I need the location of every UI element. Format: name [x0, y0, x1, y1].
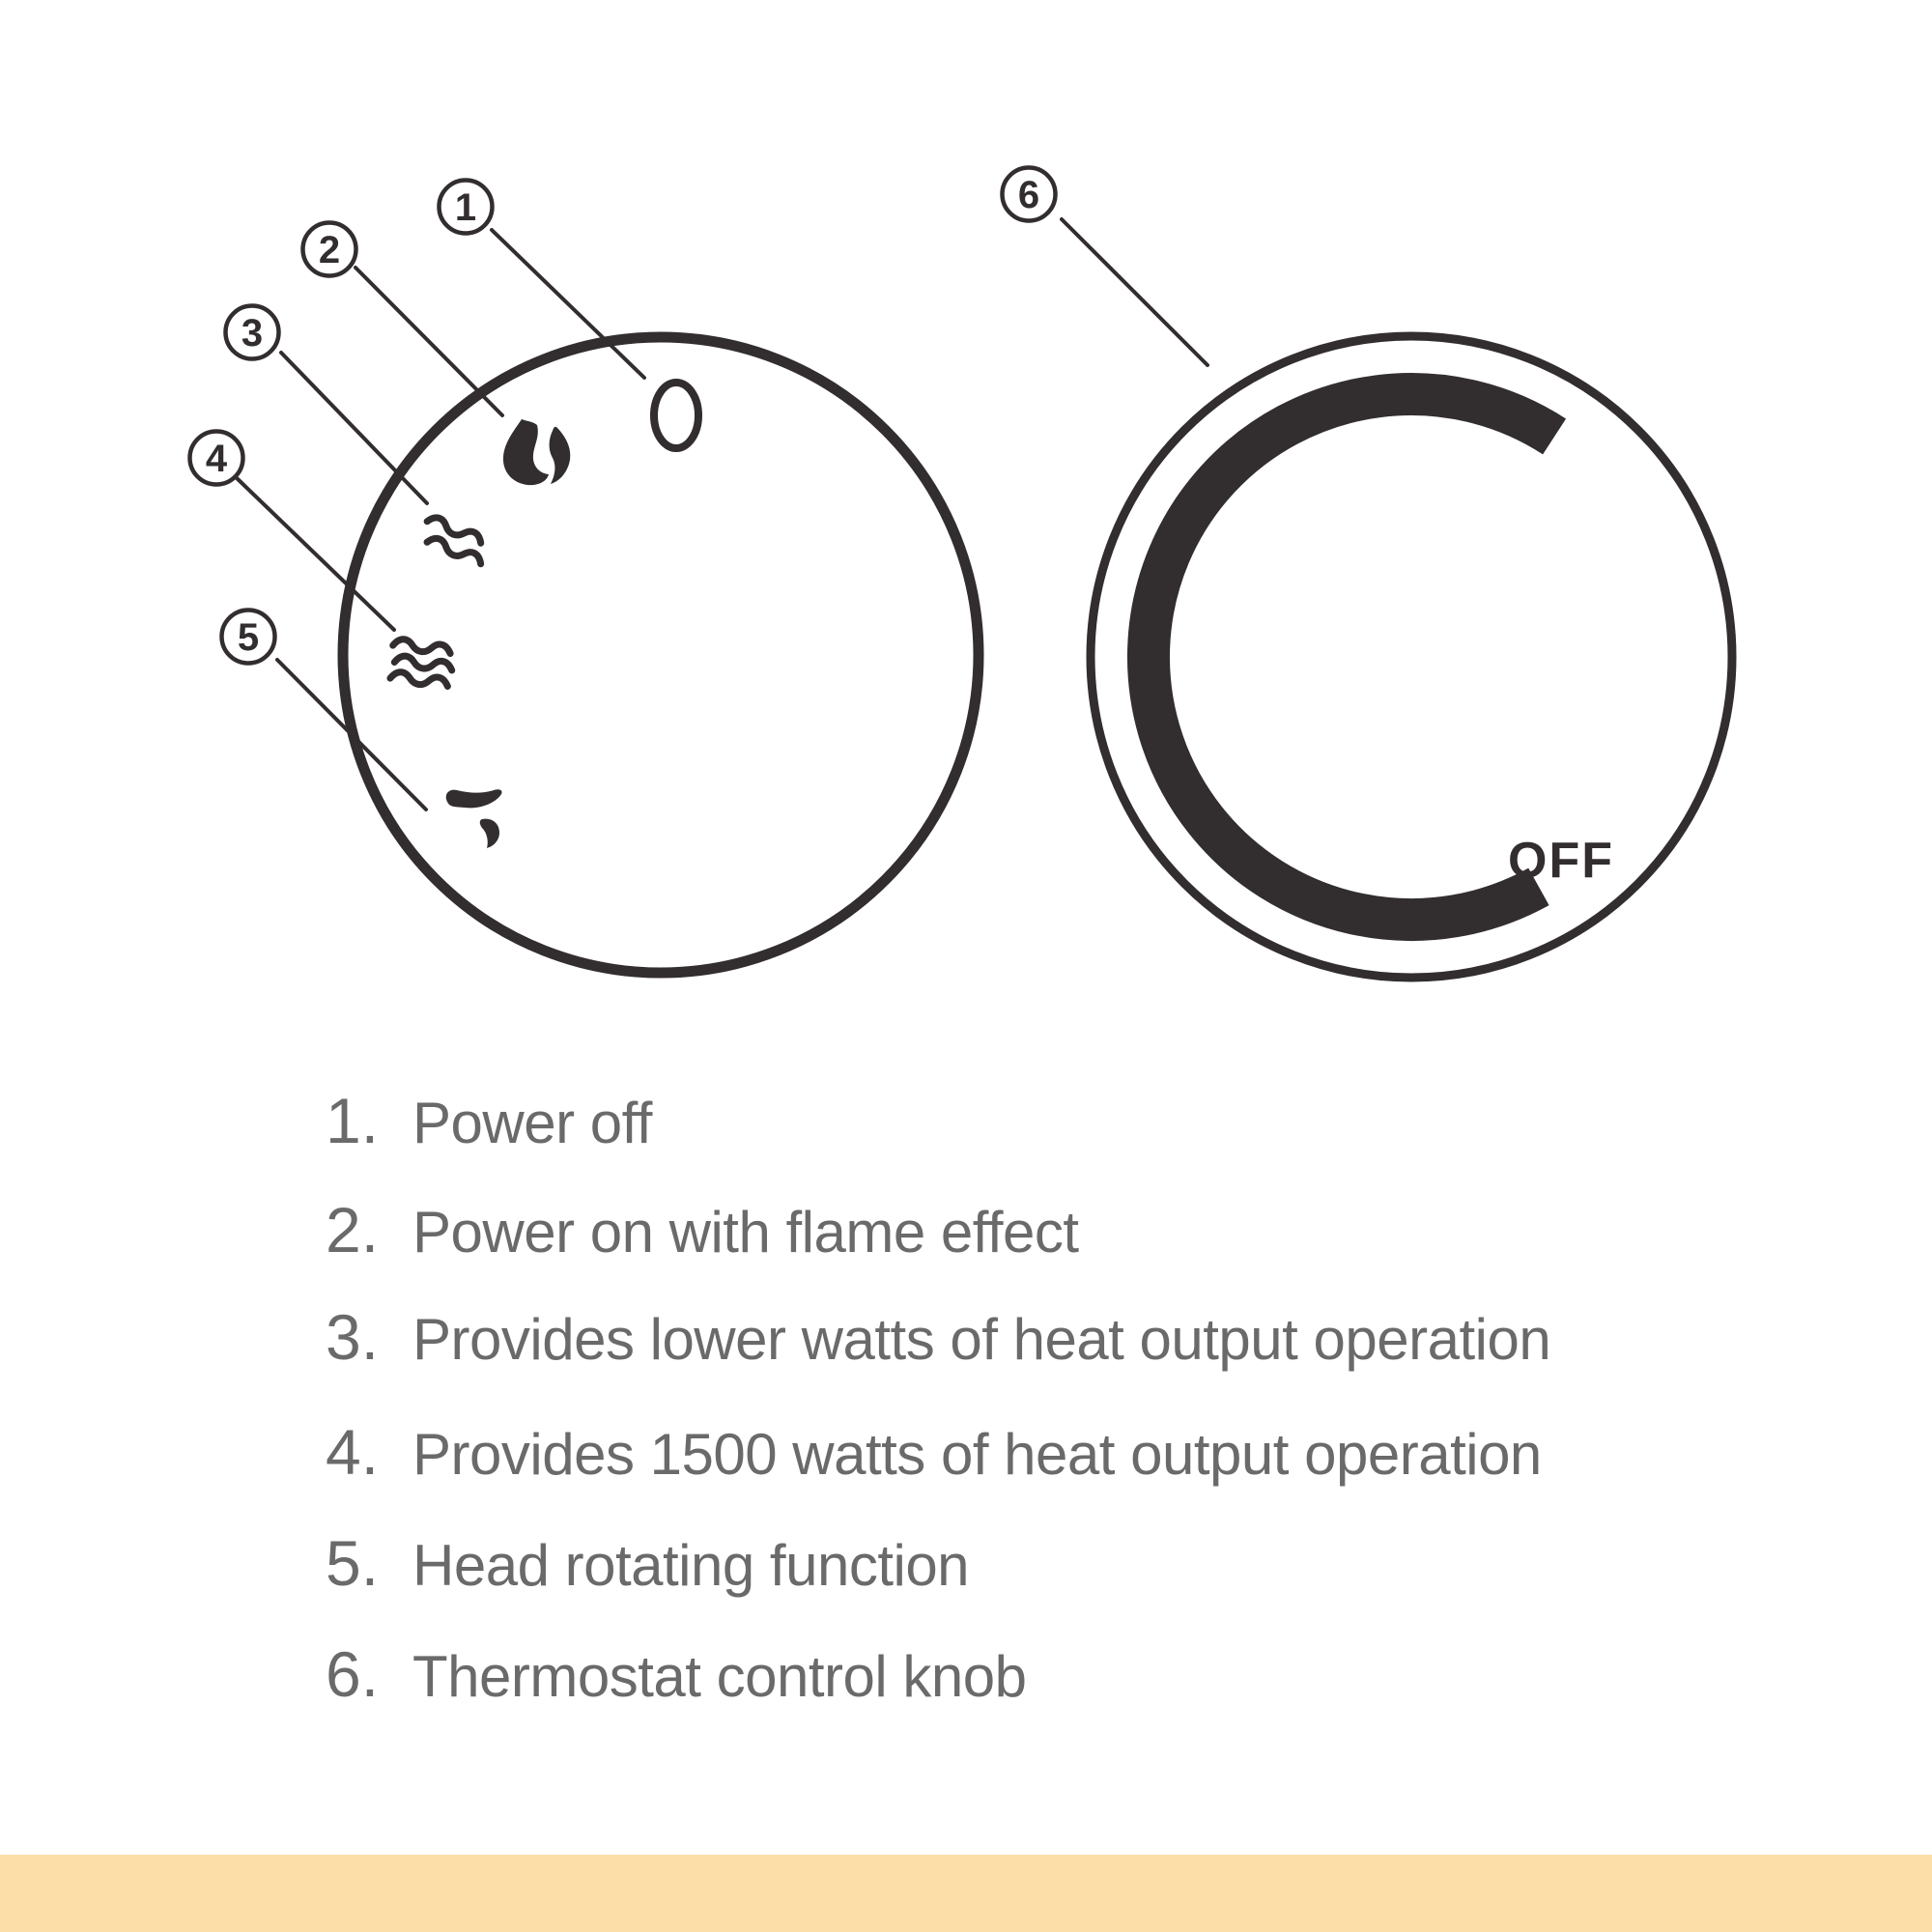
callout-3-number: 3	[241, 312, 264, 355]
legend-item-2-number: 2.	[326, 1194, 380, 1265]
legend-item-4-number: 4.	[326, 1416, 380, 1488]
legend-item-2-text: Power on with flame effect	[412, 1200, 1079, 1264]
legend-item-3-number: 3.	[326, 1301, 380, 1373]
legend-item-2	[326, 1194, 1079, 1265]
off-label: OFF	[1508, 833, 1614, 889]
legend-item-6-number: 6.	[326, 1638, 380, 1710]
legend-item-5-text: Head rotating function	[412, 1533, 970, 1598]
callout-2-number: 2	[318, 229, 341, 271]
legend-item-5	[326, 1527, 970, 1599]
callout-1-number: 1	[454, 186, 477, 229]
legend-item-1-number: 1.	[326, 1085, 380, 1156]
legend-item-1	[326, 1085, 652, 1156]
legend-item-4-text: Provides 1500 watts of heat output operation	[412, 1422, 1542, 1487]
legend-item-6	[326, 1638, 1027, 1710]
callout-6-number: 6	[1017, 174, 1040, 216]
legend-item-1-text: Power off	[412, 1091, 652, 1155]
callout-4-number: 4	[205, 438, 228, 480]
callout-5-number: 5	[237, 616, 260, 659]
footer-accent-bar	[0, 1855, 1932, 1932]
legend-item-5-number: 5.	[326, 1527, 380, 1599]
legend-item-3-text: Provides lower watts of heat output operation	[412, 1307, 1551, 1372]
legend-item-6-text: Thermostat control knob	[412, 1644, 1027, 1709]
legend-item-4	[326, 1416, 1542, 1488]
legend-item-3	[326, 1301, 1551, 1373]
